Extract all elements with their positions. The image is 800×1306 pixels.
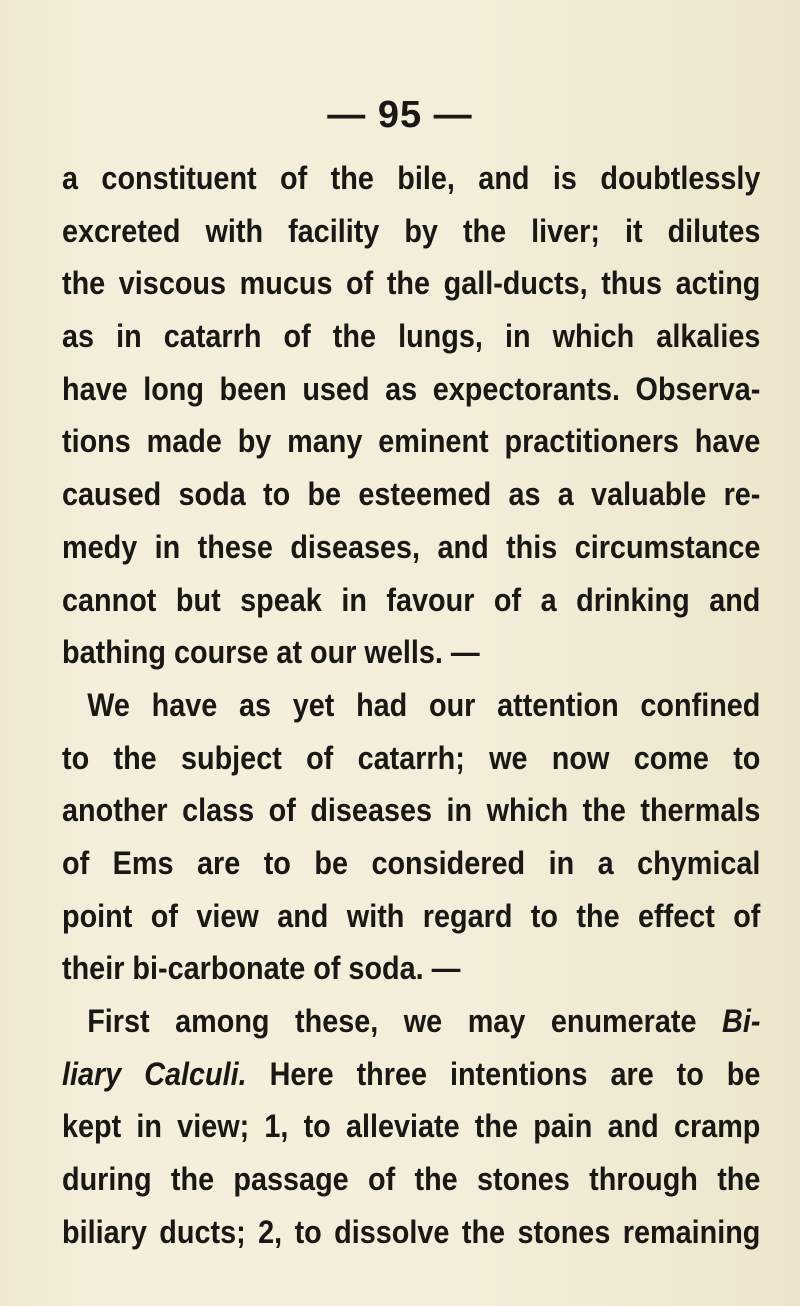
text-line-15: point of view and with regard to the effect of bbox=[62, 897, 761, 934]
text-line-13: another class of diseases in which the thermals bbox=[62, 792, 761, 829]
page-number: — 95 — bbox=[327, 94, 473, 136]
text-line-8: medy in these diseases, and this circumstance bbox=[62, 528, 761, 565]
text-line-3: the viscous mucus of the gall-ducts, thus acting bbox=[62, 265, 761, 302]
text-line-16: their bi-carbonate of soda. — bbox=[62, 950, 461, 987]
text-line-1: a constituent of the bile, and is doubtlessly bbox=[62, 160, 761, 196]
text-line-5: have long been used as expectorants. Observa- bbox=[62, 370, 761, 407]
text-line-7: caused soda to be esteemed as a valuable re- bbox=[62, 476, 761, 513]
text-line-9: cannot but speak in favour of a drinking and bbox=[62, 581, 761, 618]
text-line-21: biliary ducts; 2, to dissolve the stones remaining bbox=[62, 1213, 761, 1250]
text-line-18 bbox=[62, 1048, 760, 1101]
text-line-14: of Ems are to be considered in a chymical bbox=[62, 844, 761, 881]
text-line-6: tions made by many eminent practitioners have bbox=[62, 423, 761, 460]
text-line-12: to the subject of catarrh; we now come to bbox=[62, 739, 761, 776]
text-line-20: during the passage of the stones through the bbox=[62, 1161, 761, 1198]
text-line-10: bathing course at our wells. — bbox=[62, 634, 480, 671]
text-line-17-roman: First among these, we may enumerate bbox=[87, 1003, 697, 1039]
text-line-17-italic: Bi- bbox=[722, 1003, 761, 1039]
text-line-11: We have as yet had our attention confined bbox=[87, 686, 761, 723]
text-line-18-roman: Here three intentions are to be bbox=[269, 1055, 761, 1092]
body-text bbox=[62, 152, 762, 1258]
text-line-4: as in catarrh of the lungs, in which alkalies bbox=[62, 318, 761, 355]
text-line-18-italic: liary Calculi. bbox=[62, 1055, 247, 1092]
text-line-2: excreted with facility by the liver; it dilutes bbox=[62, 212, 761, 249]
text-line-19: kept in view; 1, to alleviate the pain and cramp bbox=[62, 1108, 761, 1145]
text-line-17 bbox=[62, 995, 760, 1048]
